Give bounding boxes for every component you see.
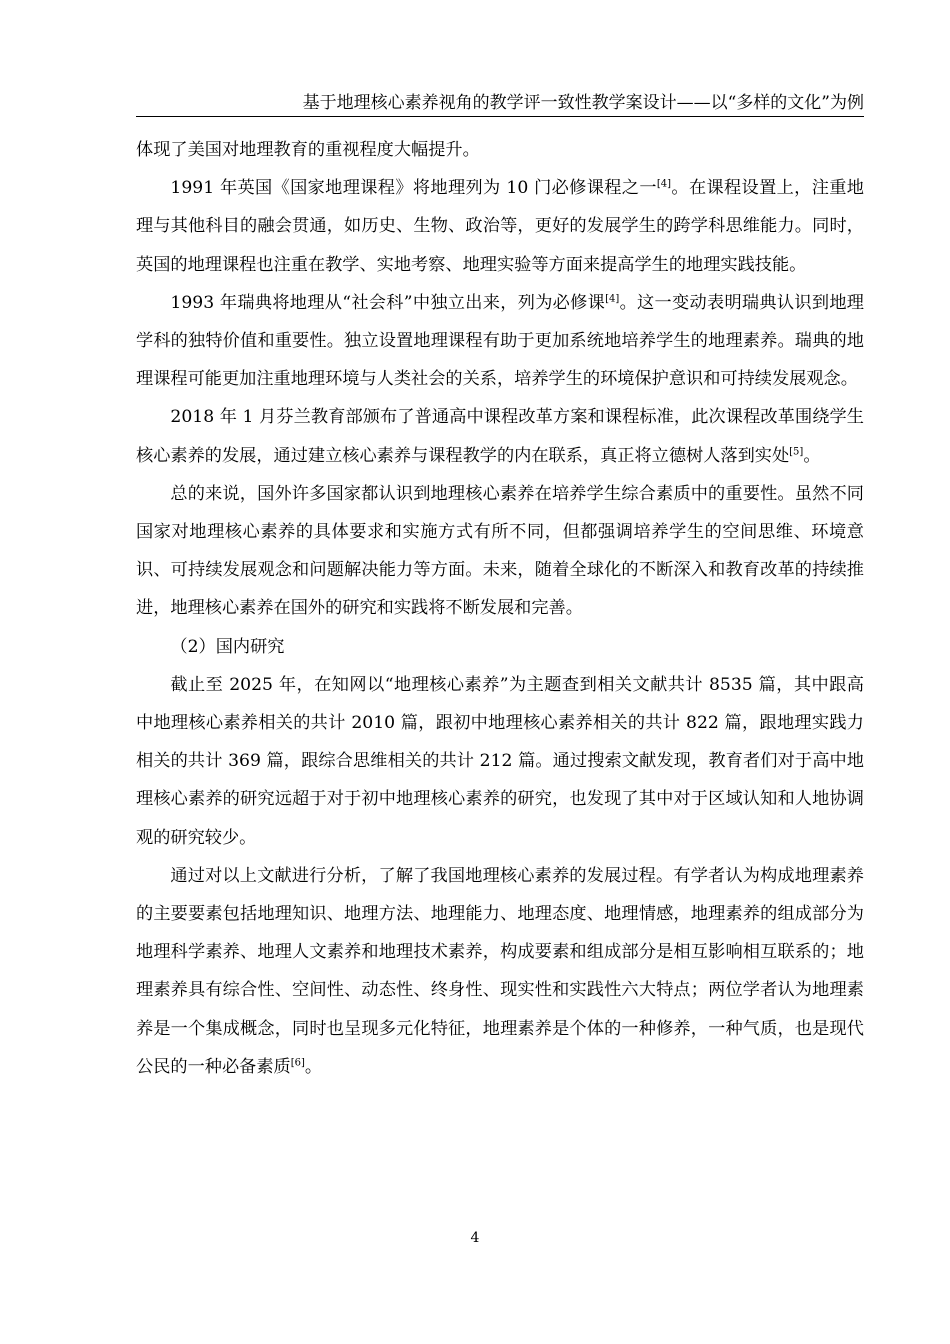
running-header (136, 92, 864, 117)
paragraph-summary-abroad (136, 475, 864, 628)
paragraph-text: 。这一变动表明瑞典认识到地理学科的独特价值和重要性。独立设置地理课程有助于更加系统地培养学生的地理素养。瑞典的地理课程可能更加注重地理环境与人类社会的关系，培养学生的环境保护意识和可持续发展观念。 (136, 292, 864, 390)
paragraph-text: 1993 年瑞典将地理从“社会科”中独立出来，列为必修课 (170, 292, 606, 313)
paragraph-text: 。 (803, 445, 821, 466)
citation-ref: [4] (605, 293, 620, 305)
paragraph-cnki-stats (136, 666, 864, 857)
page-number: 4 (470, 1230, 480, 1246)
paragraph-literature-analysis (136, 857, 864, 1086)
citation-ref: [6] (290, 1057, 305, 1069)
paragraph-text: 体现了美国对地理教育的重视程度大幅提升。 (136, 140, 480, 160)
paragraph-finland (136, 398, 864, 474)
running-header-title: 基于地理核心素养视角的教学评一致性教学案设计——以“多样的文化”为例 (302, 93, 864, 113)
paragraph-text: 。在课程设置上，注重地理与其他科目的融会贯通，如历史、生物、政治等，更好的发展学生的跨学科思维能力。同时，英国的地理课程也注重在教学、实地考察、地理实验等方面来提高学生的地理实践技能。 (136, 178, 864, 275)
paragraph-text: 通过对以上文献进行分析，了解了我国地理核心素养的发展过程。有学者认为构成地理素养的主要要素包括地理知识、地理方法、地理能力、地理态度、地理情感，地理素养的组成部分为地理科学素养、地理人文素养和地理技术素养，构成要素和组成部分是相互影响相互联系的；地理素养具有综合性、空间性、动态性、终身性、现实性和实践性六大特点；两位学者认为地理素养是一个集成概念，同时也呈现多元化特征，地理素养是个体的一种修养，一种气质，也是现代公民的一种必备素质 (136, 865, 864, 1077)
paragraph-text: 截止至 2025 年，在知网以“地理核心素养”为主题查到相关文献共计 8535 篇，其中跟高中地理核心素养相关的共计 2010 篇，跟初中地理核心素养相关的共计 822 篇，跟地理实践力相关的共计 369 篇，跟综合思维相关的共计 212 篇。通过搜索文献发现，教育者们对于高中地理核心素养的研究远超于对于初中地理核心素养的研究，也发现了其中对于区域认知和人地协调观的研究较少。 (136, 674, 864, 848)
paragraph-text: 总的来说，国外许多国家都认识到地理核心素养在培养学生综合素质中的重要性。虽然不同国家对地理核心素养的具体要求和实施方式有所不同，但都强调培养学生的空间思维、环境意识、可持续发展观念和问题解决能力等方面。未来，随着全球化的不断深入和教育改革的持续推进，地理核心素养在国外的研究和实践将不断发展和完善。 (136, 483, 864, 619)
paragraph-sweden (136, 284, 864, 399)
paragraph-uk-curriculum (136, 169, 864, 284)
section-heading-text: （2）国内研究 (170, 636, 285, 657)
paragraph-text: 2018 年 1 月芬兰教育部颁布了普通高中课程改革方案和课程标准，此次课程改革围绕学生核心素养的发展，通过建立核心素养与课程教学的内在联系，真正将立德树人落到实处 (136, 407, 864, 466)
paragraph-text: 1991 年英国《国家地理课程》将地理列为 10 门必修课程之一 (170, 178, 657, 199)
paragraph-continuation (136, 131, 864, 169)
section-heading-domestic (136, 628, 864, 666)
citation-ref: [4] (656, 178, 672, 190)
paragraph-text: 。 (304, 1056, 323, 1077)
document-body (136, 131, 864, 1086)
citation-ref: [5] (789, 445, 804, 457)
